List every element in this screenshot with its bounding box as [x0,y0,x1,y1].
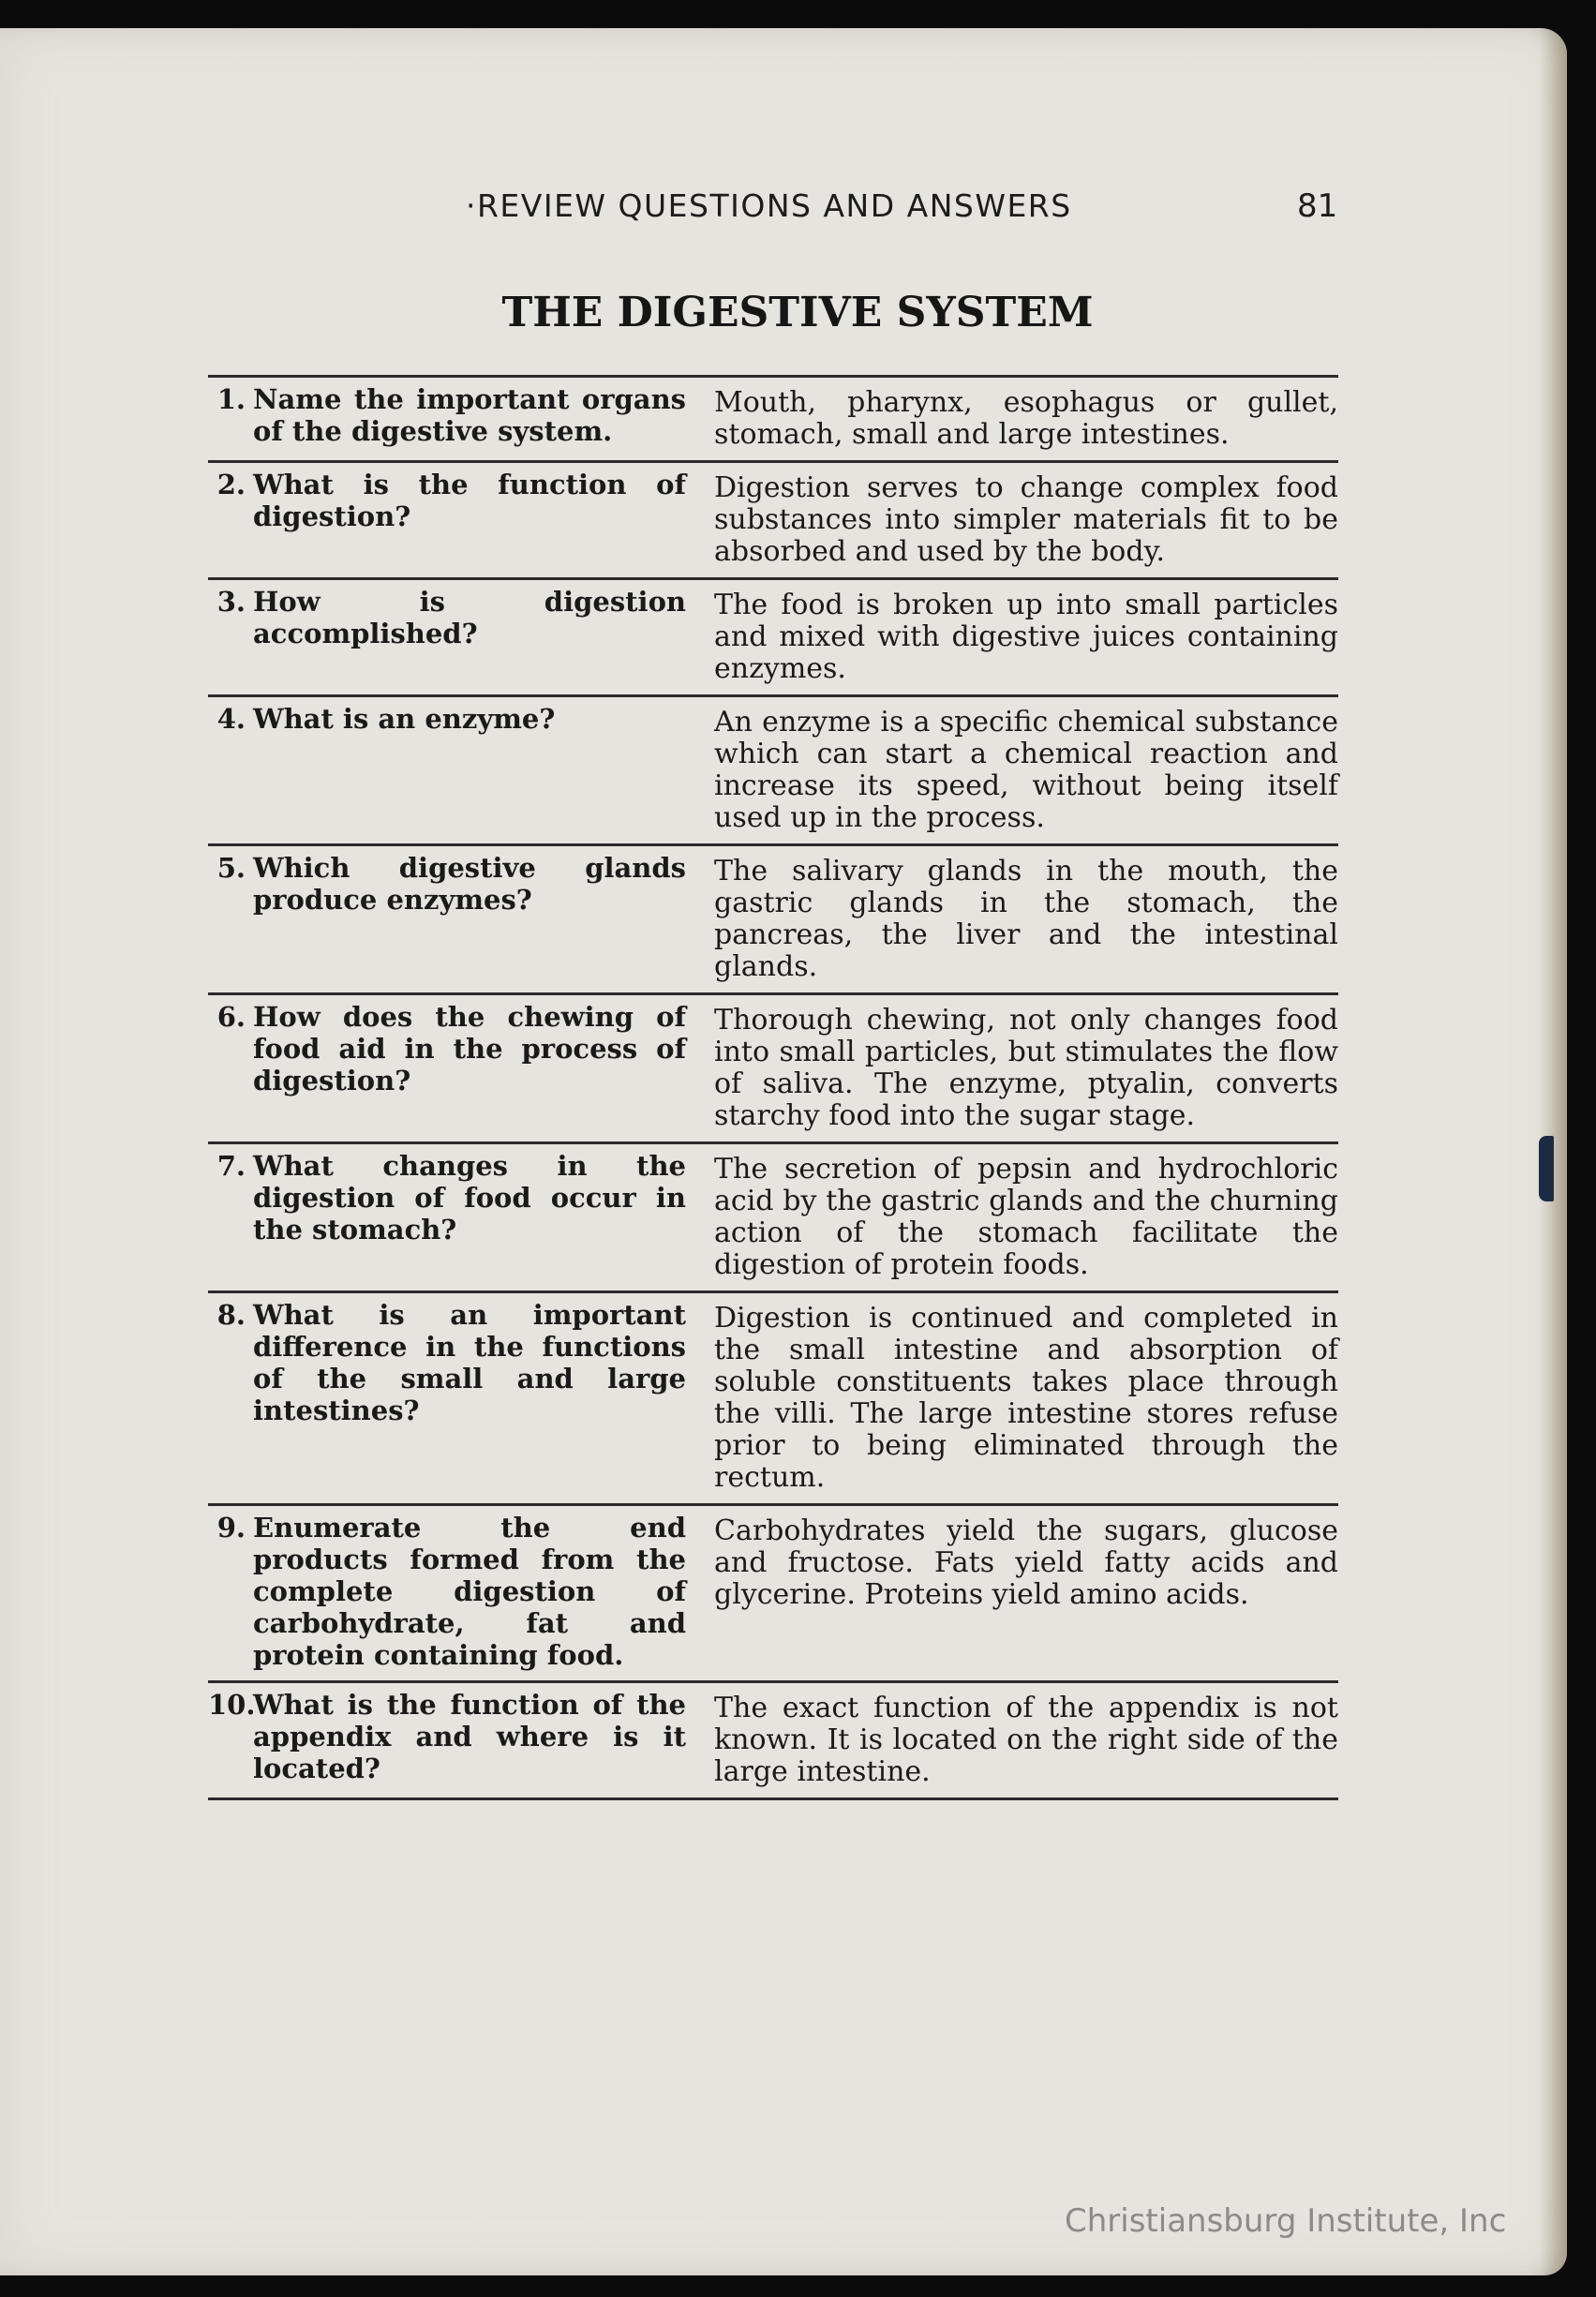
question-number: 3. [216,586,246,618]
question-text: What is the function of the appendix and where is it located? [253,1689,686,1784]
question-cell [208,586,714,685]
qa-row-9 [208,1506,1338,1683]
question-cell [208,383,714,451]
answer-text: Thorough chewing, not only changes food into small particles, but stimulates the flow of saliva. The enzyme, ptyalin, converts starchy food into the sugar stage. [714,1004,1338,1132]
chapter-title: THE DIGESTIVE SYSTEM [501,289,1094,336]
answer-text: Digestion serves to change complex food substances into simpler materials fit to be absorbed and used by the body. [714,471,1338,568]
question-number: 1. [216,383,246,415]
running-head [0,187,1567,234]
answer-text: An enzyme is a specific chemical substance which can start a chemical reaction and increase its speed, without being itself used up in the process. [714,706,1338,834]
qa-row-3 [208,580,1338,697]
question-text: What changes in the digestion of food occur in the stomach? [253,1150,686,1245]
question-number: 6. [216,1001,246,1033]
question-cell [208,852,714,983]
qa-row-4 [208,697,1338,846]
question-cell [208,1001,714,1132]
question-number: 9. [216,1512,246,1544]
question-text: Name the important organs of the digestive system. [253,383,686,447]
page-number: 81 [1297,187,1338,225]
binding-tab-mark [1539,1136,1554,1201]
question-cell [208,703,714,834]
answer-text: The food is broken up into small particles and mixed with digestive juices containing enzymes. [714,589,1338,685]
qa-row-8 [208,1293,1338,1506]
question-text: What is the function of digestion? [253,469,686,532]
answer-text: Mouth, pharynx, esophagus or gullet, stomach, small and large intestines. [714,386,1338,451]
qa-row-2 [208,463,1338,580]
question-cell [208,1689,714,1788]
question-cell [208,1512,714,1671]
answer-text: Carbohydrates yield the sugars, glucose and fructose. Fats yield fatty acids and glycerine. Proteins yield amino acids. [714,1514,1338,1611]
answer-text: The secretion of pepsin and hydrochloric acid by the gastric glands and the churning action of the stomach facilitate the digestion of protein foods. [714,1153,1338,1281]
question-number: 8. [216,1299,246,1331]
qa-row-10 [208,1683,1338,1800]
question-text: How does the chewing of food aid in the process of digestion? [253,1001,686,1096]
question-text: What is an enzyme? [253,703,556,735]
qa-row-6 [208,995,1338,1144]
question-cell [208,469,714,568]
question-number: 4. [216,703,246,735]
question-number: 7. [216,1150,246,1182]
book-page [0,28,1567,2275]
question-number: 5. [216,852,246,884]
question-cell [208,1299,714,1494]
running-title: ·REVIEW QUESTIONS AND ANSWERS [466,187,1072,224]
institution-watermark: Christiansburg Institute, Inc [1065,2202,1507,2240]
answer-text: The exact function of the appendix is not known. It is located on the right side of the large intestine. [714,1692,1338,1788]
question-text: What is an important difference in the functions of the small and large intestines? [253,1299,686,1426]
question-text: How is digestion accomplished? [253,586,686,649]
qa-row-7 [208,1144,1338,1293]
question-cell [208,1150,714,1281]
qa-table [208,375,1338,1800]
question-number: 2. [216,469,246,500]
answer-text: The salivary glands in the mouth, the gastric glands in the stomach, the pancreas, the liver and the intestinal glands. [714,855,1338,983]
qa-row-1 [208,378,1338,463]
question-text: Enumerate the end products formed from the complete digestion of carbohydrate, fat and protein containing food. [253,1512,686,1671]
qa-row-5 [208,846,1338,995]
question-text: Which digestive glands produce enzymes? [253,852,686,916]
answer-text: Digestion is continued and completed in the small intestine and absorption of soluble constituents takes place through the villi. The large intestine stores refuse prior to being eliminated through the rectum. [714,1302,1338,1494]
question-number: 10. [208,1689,256,1721]
